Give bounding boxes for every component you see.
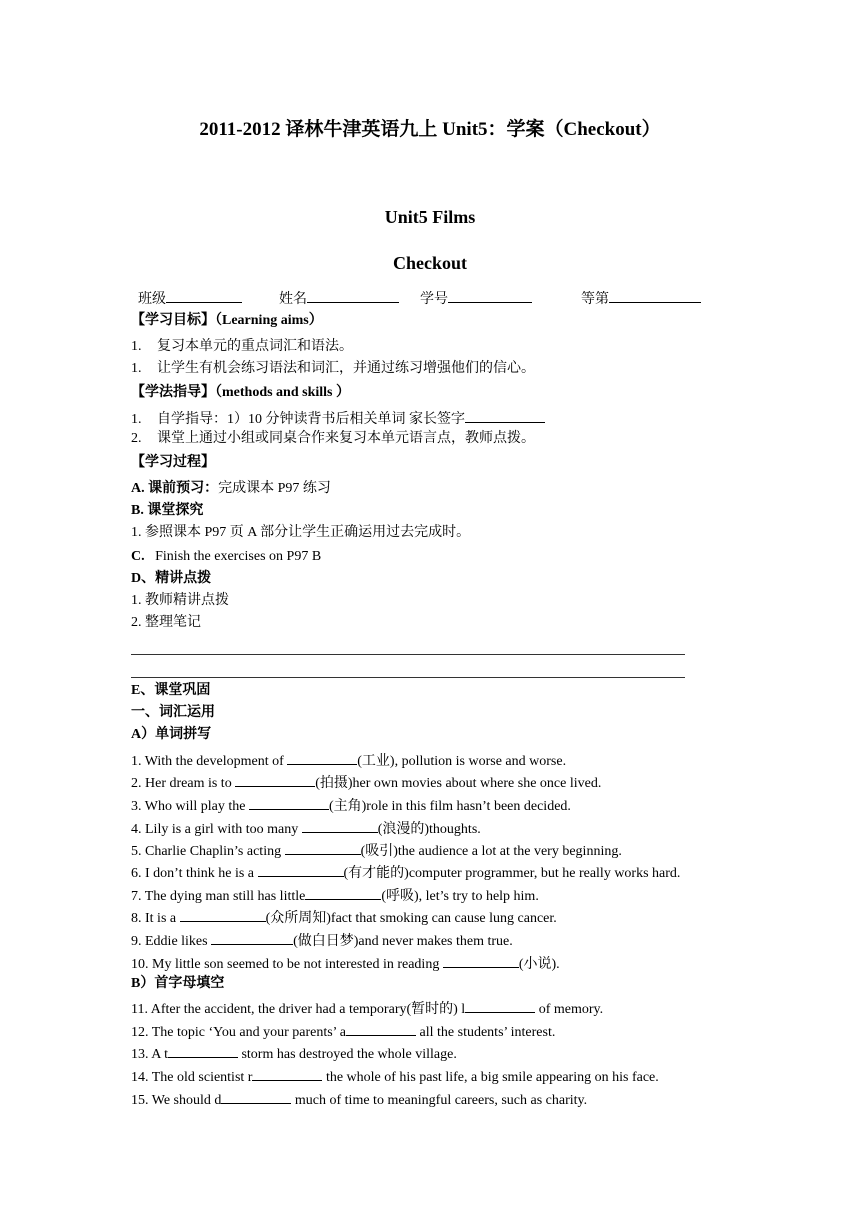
answer-blank[interactable] (168, 1043, 238, 1058)
process-d: D、精讲点拨 (131, 571, 212, 586)
answer-blank[interactable] (465, 998, 535, 1013)
answer-blank[interactable] (235, 772, 315, 787)
process-b: B. 课堂探究 (131, 503, 204, 518)
unit-title: Unit5 Films (384, 207, 476, 227)
question-item: 1. With the development of (工业), pollution is worse and worse. (131, 750, 566, 771)
aims-heading: 【学习目标】（Learning aims） (131, 313, 323, 328)
methods-item: 2. 课堂上通过小组或同桌合作来复习本单元语言点，教师点拨。 (131, 431, 535, 446)
answer-blank[interactable] (249, 795, 329, 810)
process-d-item: 2. 整理笔记 (131, 615, 201, 630)
student-no-label: 学号 (420, 292, 448, 307)
question-item: 7. The dying man still has little (呼吸), let’s try to help him. (131, 885, 539, 906)
question-item: 4. Lily is a girl with too many (浪漫的)thoughts. (131, 818, 481, 839)
question-item: 10. My little son seemed to be not interested in reading (小说). (131, 953, 560, 974)
question-item: 5. Charlie Chaplin’s acting (吸引)the audience a lot at the very beginning. (131, 840, 622, 861)
grade-field[interactable] (609, 288, 701, 303)
notes-line[interactable] (131, 677, 685, 678)
answer-blank[interactable] (252, 1066, 322, 1081)
question-item: 9. Eddie likes (做白日梦)and never makes them true. (131, 930, 513, 951)
answer-blank[interactable] (346, 1021, 416, 1036)
answer-blank[interactable] (302, 818, 378, 833)
question-item: 2. Her dream is to (拍摄)her own movies about where she once lived. (131, 772, 601, 793)
question-item: 8. It is a (众所周知)fact that smoking can cause lung cancer. (131, 907, 557, 928)
answer-blank[interactable] (305, 885, 381, 900)
question-item: 12. The topic ‘You and your parents’ a all the students’ interest. (131, 1021, 555, 1042)
spelling-heading: A）单词拼写 (131, 727, 212, 742)
aims-item: 1. 让学生有机会练习语法和词汇，并通过练习增强他们的信心。 (131, 361, 535, 376)
grade-label: 等第 (581, 292, 609, 307)
class-field[interactable] (166, 288, 242, 303)
process-b-item: 1. 参照课本 P97 页 A 部分让学生正确运用过去完成时。 (131, 525, 471, 540)
answer-blank[interactable] (180, 907, 266, 922)
vocab-heading: 一、词汇运用 (131, 705, 215, 720)
answer-blank[interactable] (258, 862, 344, 877)
question-item: 15. We should d much of time to meaningful careers, such as charity. (131, 1089, 587, 1110)
question-item: 3. Who will play the (主角)role in this film hasn’t been decided. (131, 795, 571, 816)
question-item: 14. The old scientist r the whole of his past life, a big smile appearing on his face. (131, 1066, 659, 1087)
student-info-row (138, 288, 701, 309)
section-title: Checkout (392, 253, 467, 273)
methods-heading: 【学法指导】（methods and skills ） (131, 385, 350, 400)
parent-signature-field[interactable] (465, 408, 545, 423)
name-field[interactable] (307, 288, 399, 303)
process-a: A. 课前预习：完成课本 P97 练习 (131, 481, 331, 496)
question-item: 6. I don’t think he is a (有才能的)computer programmer, but he really works hard. (131, 862, 680, 883)
answer-blank[interactable] (211, 930, 293, 945)
answer-blank[interactable] (221, 1089, 291, 1104)
methods-item: 1. 自学指导：1）10 分钟读背书后相关单词 家长签字 (131, 408, 545, 429)
aims-item: 1. 复习本单元的重点词汇和语法。 (131, 339, 353, 354)
answer-blank[interactable] (443, 953, 519, 968)
answer-blank[interactable] (287, 750, 357, 765)
notes-line[interactable] (131, 654, 685, 655)
question-item: 13. A t storm has destroyed the whole village. (131, 1043, 457, 1064)
name-label: 姓名 (279, 292, 307, 307)
class-label: 班级 (138, 292, 166, 307)
student-no-field[interactable] (448, 288, 532, 303)
process-heading: 【学习过程】 (131, 455, 215, 470)
consolidate-heading: E、课堂巩固 (131, 683, 211, 698)
question-item: 11. After the accident, the driver had a temporary(暂时的) l of memory. (131, 998, 603, 1019)
answer-blank[interactable] (285, 840, 361, 855)
process-d-item: 1. 教师精讲点拨 (131, 593, 229, 608)
initials-heading: B）首字母填空 (131, 976, 225, 991)
process-c: C. Finish the exercises on P97 B (131, 549, 322, 564)
document-title: 2011-2012 译林牛津英语九上 Unit5：学案（Checkout） (199, 119, 661, 140)
